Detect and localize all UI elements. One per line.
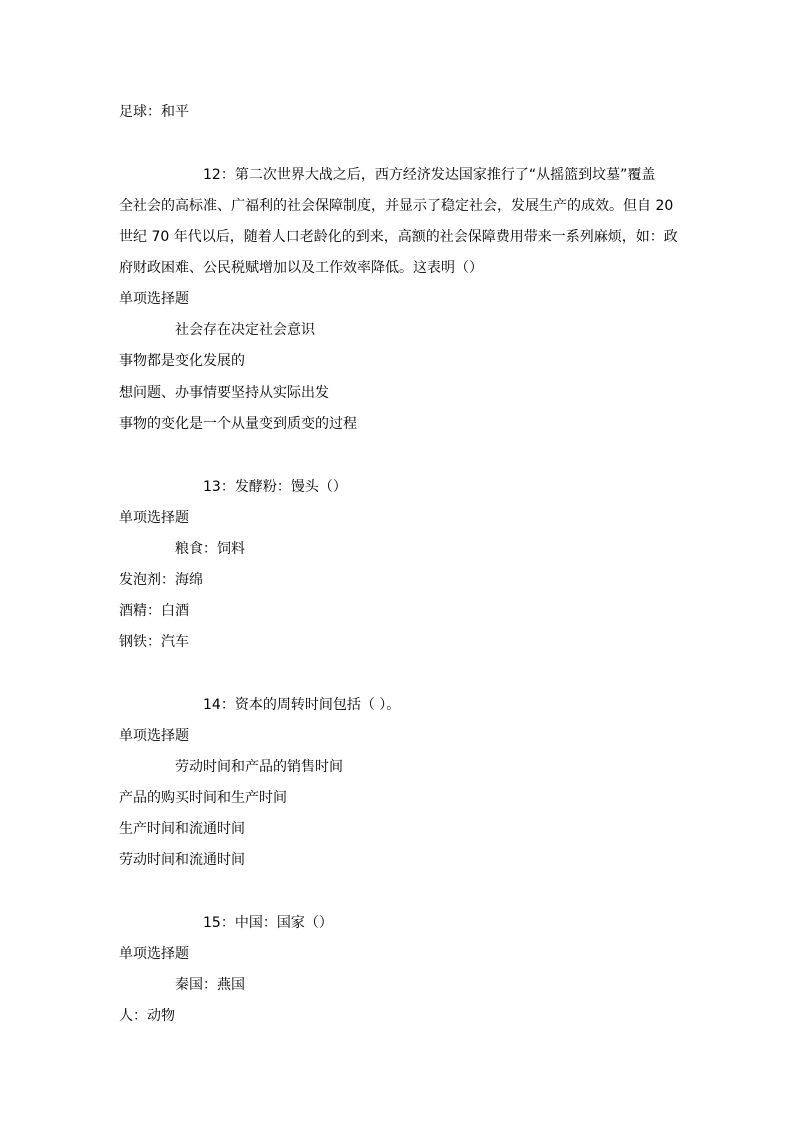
- option-b[interactable]: 事物都是变化发展的: [119, 353, 245, 369]
- option-c[interactable]: 生产时间和流通时间: [119, 821, 245, 837]
- question-stem: 13：发酵粉：馒头（）: [203, 479, 347, 495]
- option-a[interactable]: 劳动时间和产品的销售时间: [175, 759, 343, 775]
- question-stem-line: 全社会的高标准、广福利的社会保障制度，并显示了稳定社会，发展生产的成效。但自 20: [119, 198, 674, 214]
- question-type-label: 单项选择题: [119, 510, 189, 526]
- prev-question-option: 足球：和平: [119, 104, 189, 120]
- question-stem-line: 世纪 70 年代以后，随着人口老龄化的到来，高额的社会保障费用带来一系列麻烦，如：政: [119, 229, 678, 245]
- option-b[interactable]: 发泡剂：海绵: [119, 572, 203, 588]
- question-stem-line: 府财政困难、公民税赋增加以及工作效率降低。这表明（）: [119, 260, 483, 276]
- question-stem: 14：资本的周转时间包括（ ）。: [203, 697, 401, 713]
- option-d[interactable]: 劳动时间和流通时间: [119, 852, 245, 868]
- question-stem-line: 12：第二次世界大战之后，西方经济发达国家推行了“从摇篮到坟墓”覆盖: [203, 167, 656, 183]
- option-a[interactable]: 社会存在决定社会意识: [175, 322, 315, 338]
- option-a[interactable]: 粮食：饲料: [175, 541, 245, 557]
- question-type-label: 单项选择题: [119, 291, 189, 307]
- option-a[interactable]: 秦国：燕国: [175, 977, 245, 993]
- option-b[interactable]: 人：动物: [119, 1008, 175, 1024]
- option-c[interactable]: 酒精：白酒: [119, 603, 189, 619]
- question-stem: 15：中国：国家（）: [203, 915, 333, 931]
- option-c[interactable]: 想问题、办事情要坚持从实际出发: [119, 385, 329, 401]
- question-type-label: 单项选择题: [119, 946, 189, 962]
- question-type-label: 单项选择题: [119, 728, 189, 744]
- option-d[interactable]: 钢铁：汽车: [119, 634, 189, 650]
- option-b[interactable]: 产品的购买时间和生产时间: [119, 790, 287, 806]
- option-d[interactable]: 事物的变化是一个从量变到质变的过程: [119, 416, 357, 432]
